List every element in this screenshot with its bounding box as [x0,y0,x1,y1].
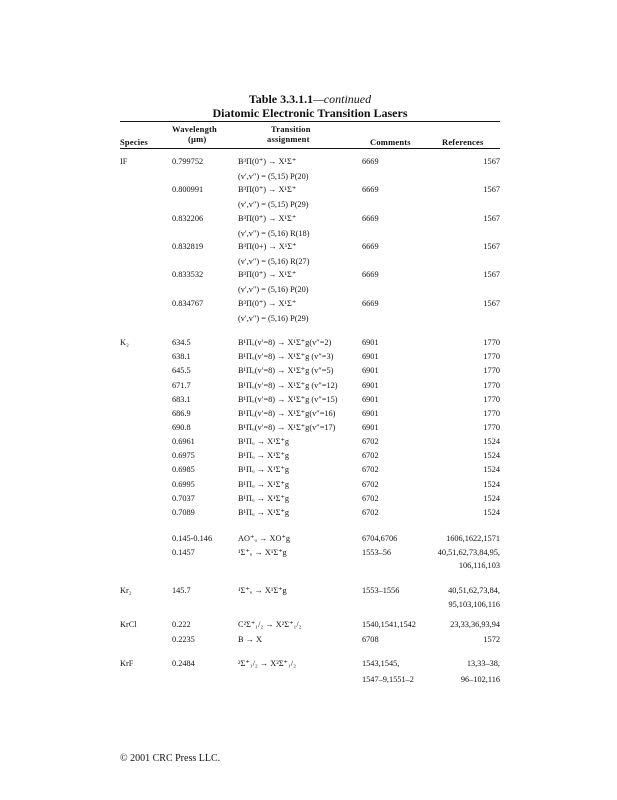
table-title [120,93,500,106]
comments-cell: 6704,6706 [362,534,398,543]
references-cell: 1770 [483,395,500,404]
transition-cell: B³Π(0⁺) → X¹Σ⁺ [238,214,297,223]
references-cell: 1567 [483,214,500,223]
comments-cell: 1553–56 [362,548,392,557]
top-rule [120,121,500,122]
wavelength-cell: 0.222 [172,620,191,629]
transition-cell: B¹Πᵤ → X¹Σ⁺g [238,465,290,474]
comments-cell: 6669 [362,270,379,279]
references-cell: 96–102,116 [460,675,500,684]
wavelength-cell: 0.6961 [172,437,195,446]
header-references: References [442,137,484,147]
transition-cell: ¹Σ⁺ᵤ → X¹Σ⁺g [238,548,287,557]
references-cell: 1567 [483,299,500,308]
header-wavelength-1: Wavelength [172,124,217,134]
wavelength-cell: 0.145-0.146 [172,534,213,543]
transition-cell: B³Π(0⁺) → X¹Σ⁺ [238,299,297,308]
references-cell: 1770 [483,366,500,375]
transition-cell: B³Π(0+) → X¹Σ⁺ [238,242,297,251]
wavelength-cell: 0.6975 [172,451,195,460]
transition-cell: B¹Πᵤ(v′=8) → X¹Σ⁺g (v″=12) [238,381,338,390]
comments-cell: 1543,1545, [362,659,400,668]
wavelength-cell: 638.1 [172,352,191,361]
transition-cell: B¹Πᵤ(v′=8) → X¹Σ⁺g (v″=15) [238,395,338,404]
transition-cell: B¹Πᵤ(v′=8) → X¹Σ⁺g(v″=17) [238,423,336,432]
transition-cell: B¹Πᵤ → X¹Σ⁺g [238,451,290,460]
species-cell: KrF [120,659,134,668]
wavelength-cell: 0.1457 [172,548,195,557]
references-cell: 1770 [483,409,500,418]
species-cell: Kr₂ [120,586,132,595]
references-cell: 13,33–38, [466,659,500,668]
comments-cell: 6702 [362,465,379,474]
header-wavelength-2: (µm) [188,134,207,144]
transition-cell: (v′,v″) = (5,16) P(29) [238,314,309,323]
comments-cell: 6669 [362,157,379,166]
comments-cell: 6702 [362,494,379,503]
references-cell: 1567 [483,270,500,279]
wavelength-cell: 0.833532 [172,270,204,279]
comments-cell: 6901 [362,352,379,361]
transition-cell: (v′,v″) = (5,16) P(20) [238,285,309,294]
comments-cell: 6702 [362,508,379,517]
comments-cell: 6669 [362,185,379,194]
comments-cell: 6901 [362,381,379,390]
references-cell: 1524 [483,437,500,446]
references-cell: 1770 [483,381,500,390]
comments-cell: 6669 [362,242,379,251]
references-cell: 95,103,106,116 [448,600,500,609]
comments-cell: 6901 [362,338,379,347]
comments-cell: 1547–9,1551–2 [362,675,414,684]
transition-cell: (v′,v″) = (5,15) P(29) [238,200,309,209]
comments-cell: 1540,1541,1542 [362,620,416,629]
transition-cell: B¹Πᵤ(v′=8) → X¹Σ⁺g (v″=3) [238,352,334,361]
references-cell: 1770 [483,338,500,347]
wavelength-cell: 0.832206 [172,214,204,223]
references-cell: 23,33,36,93,94 [450,620,500,629]
wavelength-cell: 634.5 [172,338,191,347]
wavelength-cell: 0.799752 [172,157,204,166]
wavelength-cell: 0.2235 [172,635,195,644]
header-transition-1: Transition [271,124,311,134]
wavelength-cell: 0.6985 [172,465,195,474]
transition-cell: (v′,v″) = (5,16) R(27) [238,257,310,266]
comments-cell: 6708 [362,635,379,644]
wavelength-cell: 645.5 [172,366,191,375]
footer-copyright: © 2001 CRC Press LLC. [120,753,221,764]
references-cell: 1524 [483,451,500,460]
wavelength-cell: 145.7 [172,586,191,595]
transition-cell: (v′,v″) = (5,16) R(18) [238,229,310,238]
references-cell: 1567 [483,157,500,166]
wavelength-cell: 0.834767 [172,299,204,308]
comments-cell: 6702 [362,480,379,489]
references-cell: 1524 [483,508,500,517]
references-cell: 1770 [483,423,500,432]
references-cell: 1606,1622,1571 [446,534,500,543]
transition-cell: B³Π(0⁺) → X¹Σ⁺ [238,157,297,166]
wavelength-cell: 0.2484 [172,659,195,668]
header-comments: Comments [370,137,411,147]
wavelength-cell: 0.7089 [172,508,195,517]
header-rule [120,148,500,149]
transition-cell: B¹Πᵤ(v′=8) → X¹Σ⁺g (v″=5) [238,366,334,375]
wavelength-cell: 683.1 [172,395,191,404]
comments-cell: 6901 [362,366,379,375]
wavelength-cell: 671.7 [172,381,191,390]
wavelength-cell: 0.800991 [172,185,204,194]
transition-cell: AO⁺ᵤ → XO⁺g [238,534,291,543]
transition-cell: C²Σ⁺₁/₂ → X²Σ⁺₁/₂ [238,620,302,629]
header-species: Species [120,137,148,147]
references-cell: 1524 [483,465,500,474]
transition-cell: B¹Πᵤ(v′=8) → X¹Σ⁺g(v″=2) [238,338,332,347]
transition-cell: B³Π(0⁺) → X¹Σ⁺ [238,270,297,279]
comments-cell: 1553–1556 [362,586,400,595]
comments-cell: 6669 [362,299,379,308]
transition-cell: ¹Σ⁺ᵤ → X¹Σ⁺g [238,586,287,595]
comments-cell: 6702 [362,451,379,460]
species-cell: KrCl [120,620,137,629]
references-cell: 1567 [483,185,500,194]
references-cell: 1524 [483,494,500,503]
transition-cell: B¹Πᵤ(v′=8) → X¹Σ⁺g(v″=16) [238,409,336,418]
transition-cell: B → X [238,635,262,644]
species-cell: K₂ [120,338,129,347]
references-cell: 40,51,62,73,84, [448,586,500,595]
transition-cell: B¹Πᵤ → X¹Σ⁺g [238,437,290,446]
comments-cell: 6669 [362,214,379,223]
transition-cell: ²Σ⁺₁/₂ → X²Σ⁺₁/₂ [238,659,297,668]
references-cell: 1770 [483,352,500,361]
wavelength-cell: 690.8 [172,423,191,432]
transition-cell: B¹Πᵤ → X¹Σ⁺g [238,480,290,489]
header-transition-2: assignment [267,134,310,144]
wavelength-cell: 0.6995 [172,480,195,489]
transition-cell: B³Π(0⁺) → X¹Σ⁺ [238,185,297,194]
references-cell: 1567 [483,242,500,251]
comments-cell: 6901 [362,395,379,404]
species-cell: IF [120,157,128,166]
table-subtitle: Diatomic Electronic Transition Lasers [212,106,408,120]
references-cell: 1524 [483,480,500,489]
transition-cell: (v′,v″) = (5,15) P(20) [238,172,309,181]
comments-cell: 6702 [362,437,379,446]
wavelength-cell: 686.9 [172,409,191,418]
comments-cell: 6901 [362,423,379,432]
references-cell: 1572 [483,635,500,644]
transition-cell: B¹Πᵤ → X¹Σ⁺g [238,494,290,503]
comments-cell: 6901 [362,409,379,418]
wavelength-cell: 0.832819 [172,242,204,251]
transition-cell: B¹Πᵤ → X¹Σ⁺g [238,508,290,517]
table-number: Table 3.3.1.1 [248,92,314,106]
references-cell: 106,116,103 [458,561,500,570]
references-cell: 40,51,62,73,84,95, [437,548,500,557]
continued-label: —continued [313,92,372,106]
wavelength-cell: 0.7037 [172,494,195,503]
